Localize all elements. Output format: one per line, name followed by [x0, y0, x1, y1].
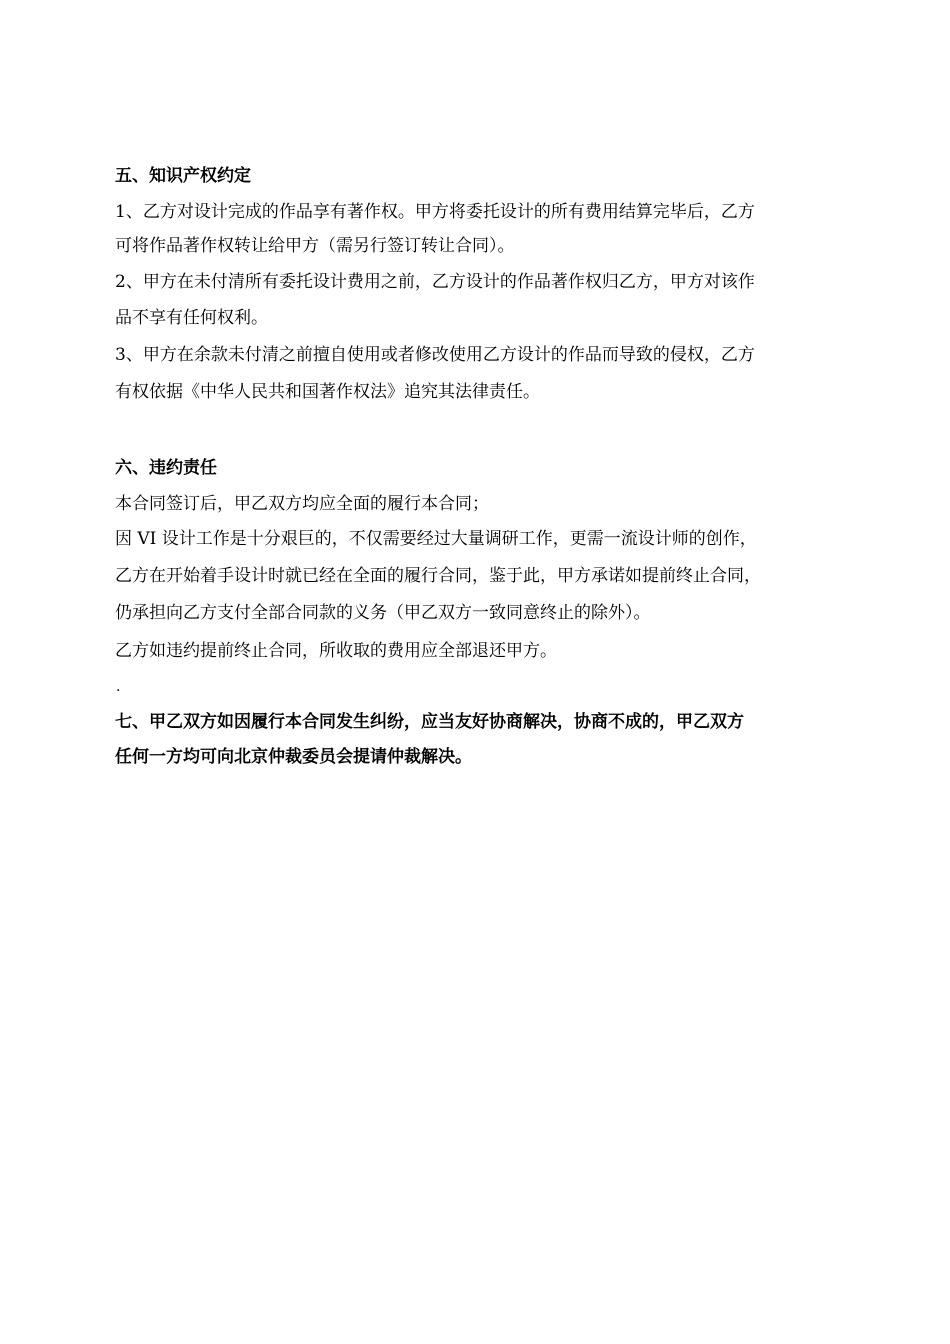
section-6-line-1: 本合同签订后，甲乙双方均应全面的履行本合同； — [115, 494, 489, 514]
section-5-line-5: 3、甲方在余款未付清之前擅自使用或者修改使用乙方设计的作品而导致的侵权，乙方 — [115, 345, 755, 365]
section-5-line-3: 2、甲方在未付清所有委托设计费用之前，乙方设计的作品著作权归乙方，甲方对该作 — [115, 272, 755, 292]
section-7-line-2: 任何一方均可向北京仲裁委员会提请仲裁解决。 — [115, 747, 472, 767]
section-6-line-3: 乙方在开始着手设计时就已经在全面的履行合同，鉴于此，甲方承诺如提前终止合同， — [115, 566, 761, 586]
stray-period-mark: . — [116, 679, 121, 695]
section-5-line-2: 可将作品著作权转让给甲方（需另行签订转让合同）。 — [115, 236, 515, 256]
section-5-line-1: 1、乙方对设计完成的作品享有著作权。甲方将委托设计的所有费用结算完毕后，乙方 — [115, 202, 755, 222]
section-5-line-4: 品不享有任何权利。 — [115, 308, 268, 328]
section-6-line-5: 乙方如违约提前终止合同，所收取的费用应全部退还甲方。 — [115, 641, 557, 661]
section-6-line-4: 仍承担向乙方支付全部合同款的义务（甲乙双方一致同意终止的除外）。 — [115, 603, 651, 623]
section-5-line-6: 有权依据《中华人民共和国著作权法》追究其法律责任。 — [115, 382, 540, 402]
section-6-line-2: 因 VI 设计工作是十分艰巨的，不仅需要经过大量调研工作，更需一流设计师的创作， — [115, 529, 757, 549]
section-7-line-1: 七、甲乙双方如因履行本合同发生纠纷，应当友好协商解决，协商不成的，甲乙双方 — [115, 712, 744, 732]
section-6-heading: 六、违约责任 — [115, 458, 217, 478]
section-5-heading: 五、知识产权约定 — [115, 166, 251, 186]
